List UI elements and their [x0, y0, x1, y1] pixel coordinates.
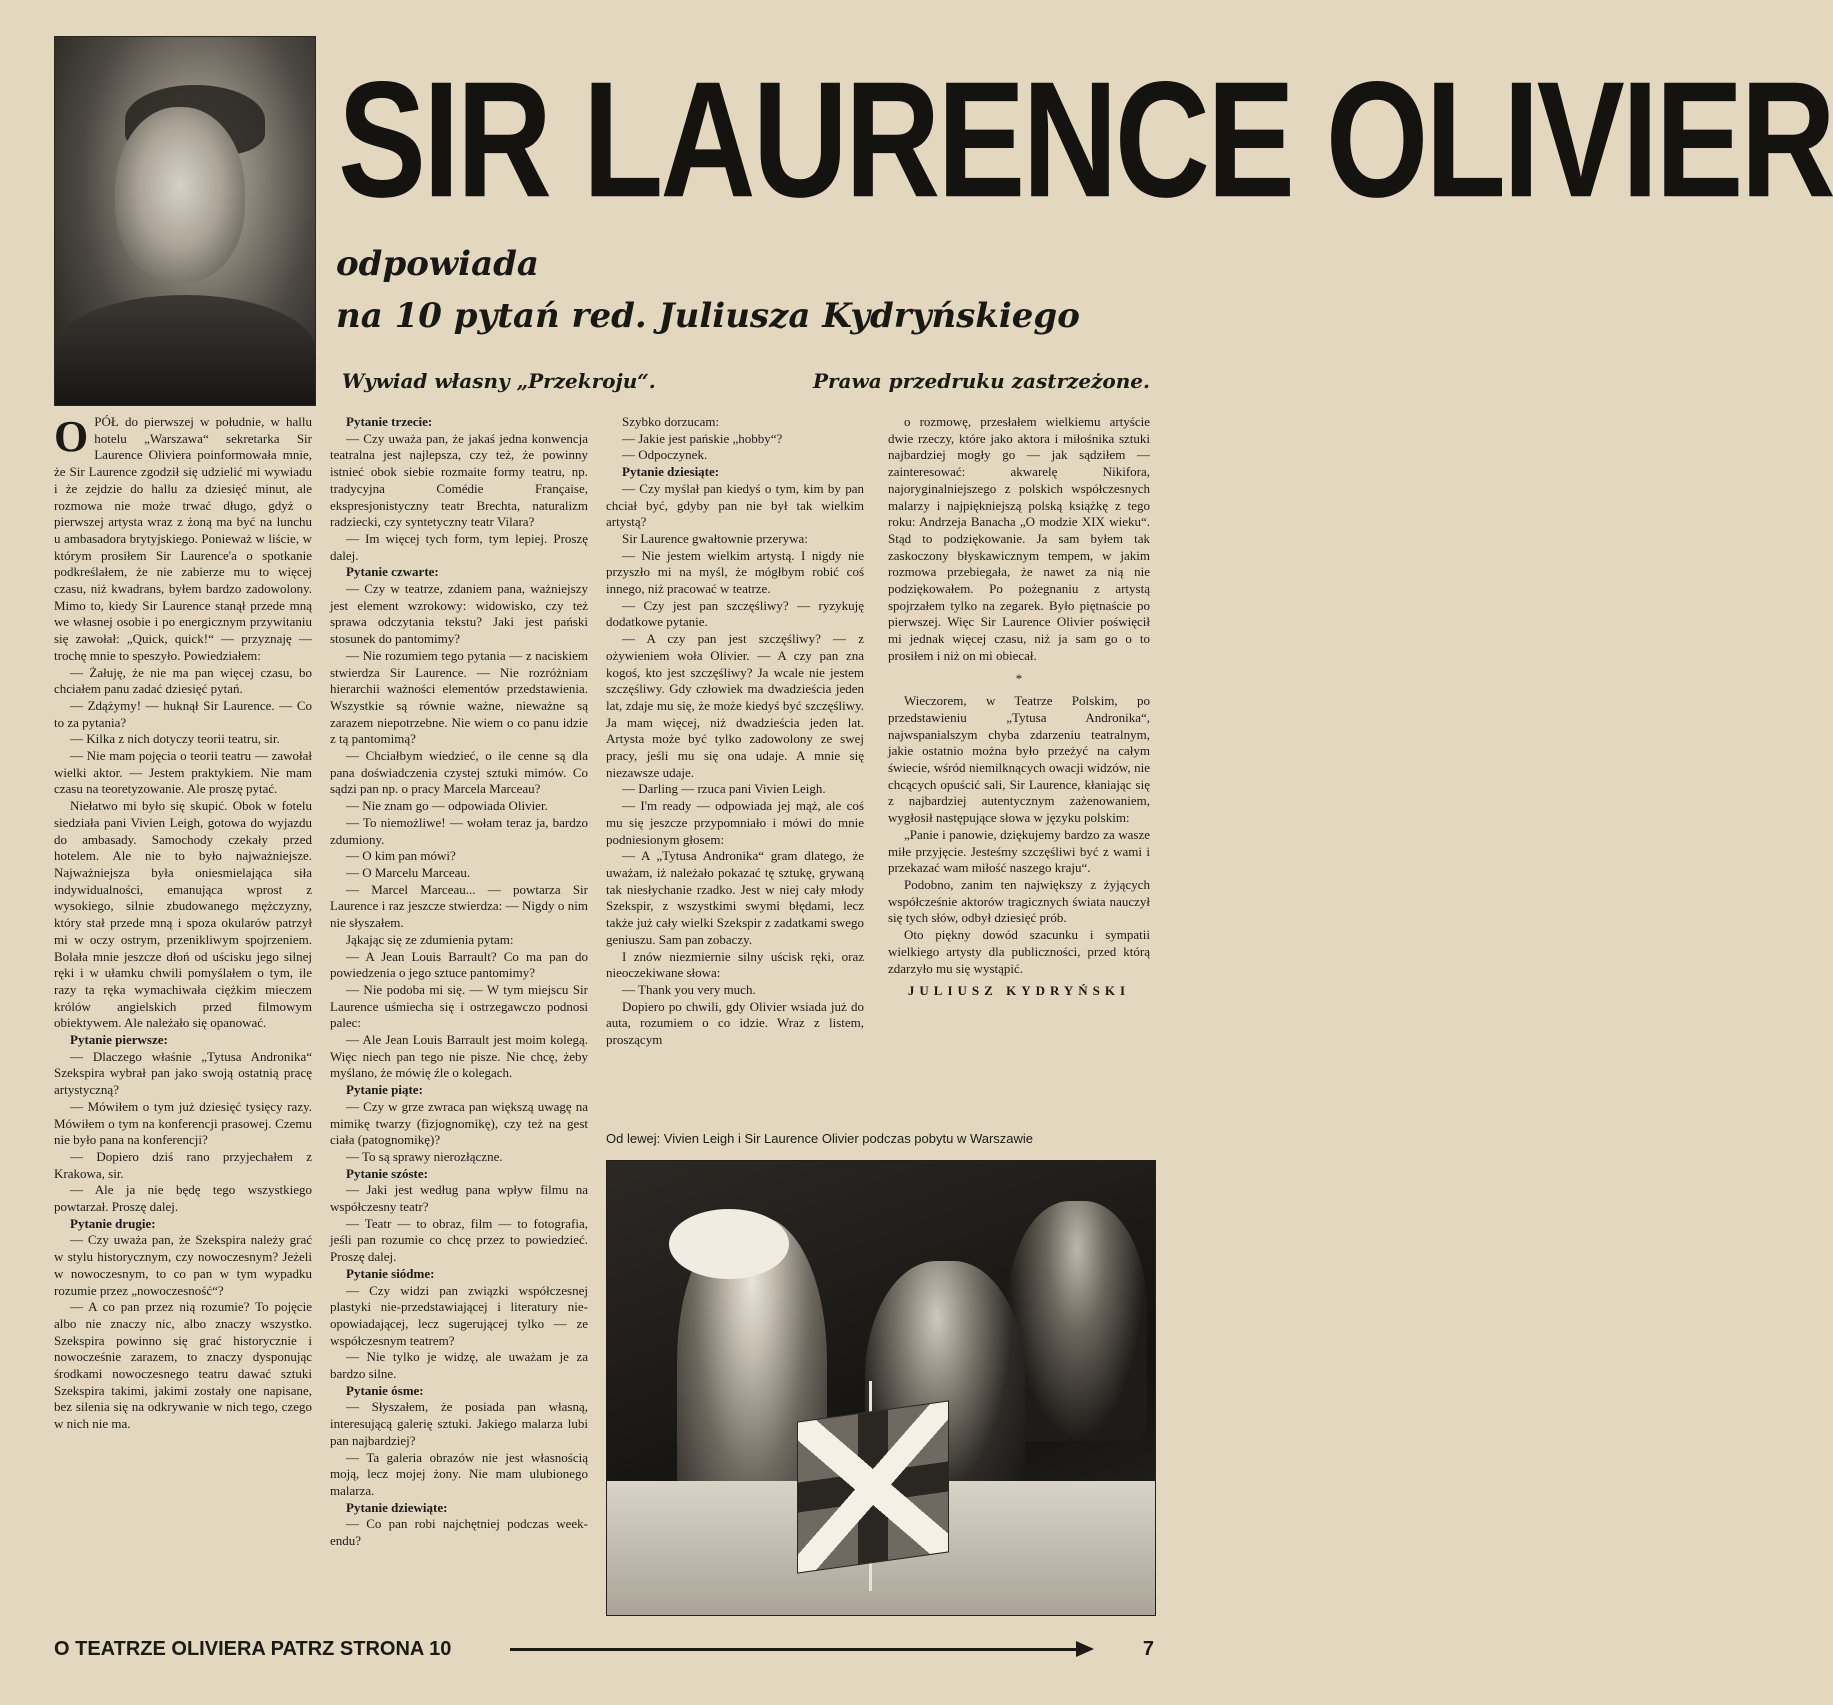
article-paragraph: — Nie znam go — odpowiada Olivier. [346, 798, 548, 814]
headline: SIR LAURENCE OLIVIER [338, 47, 1833, 232]
question-heading: Pytanie ósme: [346, 1382, 424, 1398]
rights-notice: Prawa przedruku zastrzeżone. [812, 369, 1150, 393]
article-paragraph: — O kim pan mówi? [346, 848, 456, 864]
article-paragraph: — Dlaczego właśnie „Tytusa Andronika“ Szekspira wybrał pan jako swoją ostatnią pracę artystyczną? [54, 1048, 312, 1098]
article-column-2 [330, 414, 588, 1550]
article-paragraph: — Mówiłem o tym już dziesięć tysięcy razy. Mówiłem o tym na konferencji prasowej. Czemu nie było pana na konferencji? [54, 1098, 312, 1148]
arrow-right-icon [510, 1648, 1082, 1651]
article-paragraph: — Nie podoba mi się. — W tym miejscu Sir Laurence uśmiecha się i ostrzegawczo podnosi palec: [330, 981, 588, 1031]
article-paragraph: — Żałuję, że nie ma pan więcej czasu, bo chciałem panu zadać dziesięć pytań. [54, 664, 312, 697]
article-paragraph: Podobno, zanim ten największy z żyjących współcześnie aktorów tragicznych świata nauczył się tych słów, odbył dziesięć prób. [888, 876, 1150, 926]
article-column-4 [888, 414, 1150, 1000]
article-paragraph: Oto piękny dowód szacunku i sympatii wielkiego artysty dla publiczności, przed którą zdarzyło mu się wystąpić. [888, 927, 1150, 976]
question-heading: Pytanie piąte: [346, 1082, 423, 1098]
article-paragraph: — A czy pan jest szczęśliwy? — z ożywieniem woła Olivier. — A czy pan zna kogoś, kto jest szczęśliwy? Ja wcale nie jestem szczęśliwy. Gdy człowiek ma dwadzieścia jeden lat, zdaje mu się, że może kiedyś być szczęśliwy. Ja mam więcej, niż dwadzieścia jeden lat. Artysta może być tylko zadowolony ze swej pracy, jeśli mu się ona udaje. A mnie się niezawsze udaje. [606, 631, 864, 780]
article-paragraph: — O Marcelu Marceau. [346, 864, 471, 880]
article-column-1 [54, 414, 312, 1433]
article-paragraph: — Chciałbym wiedzieć, o ile cenne są dla pana doświadczenia czystej sztuki mimów. Co sądzi pan np. o pracy Marcela Marceau? [330, 748, 588, 797]
article-paragraph: — Odpoczynek. [622, 447, 708, 463]
article-paragraph: — Im więcej tych form, tym lepiej. Proszę dalej. [330, 530, 588, 563]
article-paragraph: — Darling — rzuca pani Vivien Leigh. [622, 781, 826, 797]
article-paragraph: — Jaki jest według pana wpływ filmu na współczesny teatr? [330, 1182, 588, 1215]
question-heading: Pytanie siódme: [346, 1265, 435, 1281]
article-paragraph: — Ta galeria obrazów nie jest własnością moją, lecz mojej żony. Nie mam ulubionego malarza. [330, 1449, 588, 1498]
article-paragraph: — Czy uważa pan, że Szekspira należy grać w stylu historycznym, czy nowoczesnym? Jeżeli w nowoczesnym, to co pan w tym wypadku rozumie przez „nowoczesność“? [54, 1232, 312, 1298]
article-paragraph: — I'm ready — odpowiada jej mąż, ale coś mu się jeszcze przypomniało i mówi do mnie podniesionym głosem: [606, 798, 864, 847]
article-paragraph: — Czy jest pan szczęśliwy? — ryzykuję dodatkowe pytanie. [606, 597, 864, 630]
continuation-reference: O TEATRZE OLIVIERA PATRZ STRONA 10 [54, 1638, 452, 1660]
article-paragraph: — A Jean Louis Barrault? Co ma pan do powiedzenia o jego sztuce pantomimy? [330, 948, 588, 981]
article-paragraph: PÓŁ do pierwszej w południe, w hallu hotelu „Warszawa“ sekretarka Sir Laurence Oliviera poinformowała mnie, że Sir Laurence zgodził się udzielić mi wywiadu i że zejdzie do hallu za dziesięć minut, ale rozmowa nie może trwać długo, gdyż o pierwszej artysta wraz z żoną ma być na lunchu u ambasadora brytyjskiego. Ponieważ w liście, w którym prosiłem Sir Laurence'a o spotkanie podkreślałem, że nie zabierze mu to więcej czasu, niż kwadrans, byłem bardzo zadowolony. Mimo to, kiedy Sir Laurence stanął przede mną we własnej osobie i po energicznym przywitaniu się zawołał: „Quick, quick!“ — przyznaję — trochę mnie to speszyło. Powiedziałem: [54, 414, 312, 663]
article-paragraph: — Słyszałem, że posiada pan własną, interesującą galerię sztuki. Jakiego malarza lubi pan najbardziej? [330, 1399, 588, 1448]
article-paragraph: — Nie tylko je widzę, ale uważam je za bardzo silne. [330, 1349, 588, 1382]
article-paragraph: — Nie jestem wielkim artystą. I nigdy nie przyszło mi na myśl, że mógłbym robić coś innego, niż pracować w teatrze. [606, 547, 864, 597]
subheadline [336, 238, 1156, 342]
arrow-head-icon [1076, 1641, 1094, 1657]
article-paragraph: — Dopiero dziś rano przyjechałem z Krakowa, sir. [54, 1148, 312, 1181]
article-paragraph: — To są sprawy nierozłączne. [346, 1148, 503, 1164]
article-paragraph: — Czy widzi pan związki współczesnej plastyki nie-przedstawiającej i literatury nie-opowiadającej, lecz sugerującej tylko — ze współczesnym teatrem? [330, 1282, 588, 1348]
leigh-olivier-photo [606, 1160, 1156, 1616]
article-paragraph: — Czy w grze zwraca pan większą uwagę na mimikę twarzy (fizjognomikę), czy też na gest ciała (patognomikę)? [330, 1098, 588, 1148]
photo-white-hat [669, 1209, 789, 1279]
article-paragraph: — Ale Jean Louis Barrault jest moim kolegą. Więc niech pan tego nie pisze. Nie chcę, żeby myślano, że mówię źle o kolegach. [330, 1032, 588, 1081]
question-heading: Pytanie szóste: [346, 1165, 428, 1181]
interview-credit: Wywiad własny „Przekroju“. [342, 369, 656, 393]
question-heading: Pytanie dziewiąte: [346, 1499, 448, 1515]
portrait-face [115, 107, 245, 282]
drop-cap: O [54, 412, 89, 461]
question-heading: Pytanie drugie: [70, 1215, 156, 1231]
article-paragraph: — Czy myślał pan kiedyś o tym, kim by pan chciał być, gdyby pan nie był tak wielkim artystą? [606, 480, 864, 530]
photo-union-flag [797, 1400, 949, 1573]
question-heading: Pytanie dziesiąte: [622, 464, 720, 480]
photo-figure-background [1007, 1201, 1147, 1441]
photo-caption: Od lewej: Vivien Leigh i Sir Laurence Olivier podczas pobytu w Warszawie [606, 1131, 1034, 1146]
article-paragraph: — Teatr — to obraz, film — to fotografia, jeśli pan rozumie co chcę przez to powiedzieć. Proszę dalej. [330, 1215, 588, 1265]
olivier-portrait-photo [54, 36, 316, 406]
article-paragraph: — Ale ja nie będę tego wszystkiego powtarzał. Proszę dalej. [54, 1182, 312, 1215]
article-paragraph: — Nie mam pojęcia o teorii teatru — zawołał wielki aktor. — Jestem praktykiem. Nie mam czasu na teoretyzowanie. Ale proszę pytać. [54, 748, 312, 797]
article-paragraph: — Nie rozumiem tego pytania — z naciskiem stwierdza Sir Laurence. — Nie rozróżniam hierarchii ważności elementów przedstawienia. Wszystkie są równie ważne, nieważne są zarazem niepotrzebne. Nie wiem o co panu idzie z tą pantomimą? [330, 647, 588, 747]
article-paragraph: — Co pan robi najchętniej podczas week-endu? [330, 1516, 588, 1549]
article-paragraph: — Zdążymy! — huknął Sir Laurence. — Co to za pytania? [54, 697, 312, 730]
article-paragraph: Szybko dorzucam: [622, 414, 720, 429]
portrait-shoulders [55, 295, 315, 405]
article-paragraph: „Panie i panowie, dziękujemy bardzo za wasze miłe przyjęcie. Jesteśmy szczęśliwi być z wami i przekazać wam miłość naszego kraju“. [888, 826, 1150, 876]
subheadline-line-2: na 10 pytań red. Juliusza Kydryńskiego [336, 296, 1080, 336]
article-paragraph: — To niemożliwe! — wołam teraz ja, bardzo zdumiony. [330, 814, 588, 847]
section-divider-star: * [1015, 670, 1023, 686]
article-paragraph: Dopiero po chwili, gdy Olivier wsiada już do auta, rozumiem o co idzie. Wraz z listem, proszącym [606, 998, 864, 1048]
article-column-3 [606, 414, 864, 1049]
question-heading: Pytanie trzecie: [346, 414, 433, 429]
article-paragraph: Jąkając się ze zdumienia pytam: [346, 931, 514, 947]
article-paragraph: Sir Laurence gwałtownie przerywa: [622, 530, 808, 546]
article-paragraph: — Marcel Marceau... — powtarza Sir Laurence i raz jeszcze stwierdza: — Nigdy o nim nie słyszałem. [330, 881, 588, 931]
article-paragraph: — Czy w teatrze, zdaniem pana, ważniejszy jest element wzrokowy: widowisko, czy też sprawa odczytania tekstu? Jaki jest pański stosunek do pantomimy? [330, 581, 588, 647]
article-paragraph: o rozmowę, przesłałem wielkiemu artyście dwie rzeczy, które jako aktora i miłośnika sztuki najbardziej mogły go — jak sądziłem — zainteresować: akwarelę Nikifora, najoryginalniejszego z polskich współczesnych malarzy i najpiękniejszą polską książkę z tego roku: Andrzeja Banacha „O modzie XIX wieku“. Stąd to podziękowanie. Ja sam byłem tak zaskoczony błyskawicznym tempem, w jakim rozmowa przebiegała, że nawet za nią nie podziękowałem. Po pożegnaniu z artystą spojrzałem tylko na zegarek. Było piętnaście po pierwszej. Więc Sir Laurence Olivier poświęcił mi jednak więcej czasu, niż ja sam go o to prosiłem i niż on mi obiecał. [888, 414, 1150, 663]
footer [54, 1634, 1154, 1664]
article-paragraph: — A co pan przez nią rozumie? To pojęcie albo nie znaczy nic, albo znaczy wszystko. Szekspira powinno się grać historycznie i nowocześnie zarazem, to znaczy dysponując środkami nowoczesnego teatru dawać sztuki Szekspira takimi, jakimi zostały one napisane, bez silenia się na odkrywanie w nich tego, czego w nich nie ma. [54, 1299, 312, 1432]
page-number: 7 [1142, 1638, 1154, 1660]
subheadline-line-1: odpowiada [336, 244, 539, 284]
question-heading: Pytanie pierwsze: [70, 1032, 168, 1048]
article-paragraph: Wieczorem, w Teatrze Polskim, po przedstawieniu „Tytusa Andronika“, najwspanialszym chyba zdarzeniu teatralnym, jakie ostatnio można było przeżyć na całym świecie, wśród niemilknących owacji widzów, nie chcących opuścić sali, Sir Laurence, kłaniając się z najbardziej autentycznym zażenowaniem, wygłosił następujące słowa w języku polskim: [888, 693, 1150, 826]
article-paragraph: — Czy uważa pan, że jakaś jedna konwencja teatralna jest najlepsza, czy też, że powinny istnieć obok siebie rozmaite formy teatru, np. tradycyjna Comédie Française, ekspresjonistyczny teatr Brechta, naturalizm radziecki, czy syntetyczny teatr Vilara? [330, 430, 588, 530]
author-signature: JULIUSZ KYDRYŃSKI [907, 983, 1131, 999]
article-paragraph: — Kilka z nich dotyczy teorii teatru, sir. [70, 731, 280, 747]
article-paragraph: Niełatwo mi było się skupić. Obok w fotelu siedziała pani Vivien Leigh, gotowa do wyjazdu do ambasady. Samochody czekały przed hotelem. Ale nie to było najważniejsze. Najważniejsza była oniesmielająca siła indywidualności, emanująca wprost z wysokiego, silnie zbudowanego mężczyzny, który stał przede mną i spoza okularów patrzył mi w oczy ostrym, przenikliwym spojrzeniem. Bolała mnie jeszcze dłoń od uścisku jego silnej ręki i w ułamku chwili pomyślałem o tym, ile razy ta ręka wymachiwała ciężkim mieczem królów angielskich przed filmowym obiektywem. Ale należało się opanować. [54, 798, 312, 1031]
article-paragraph: — Thank you very much. [622, 981, 756, 997]
byline-row [342, 366, 1150, 396]
article-paragraph: I znów niezmiernie silny uścisk ręki, oraz nieoczekiwane słowa: [606, 948, 864, 981]
question-heading: Pytanie czwarte: [346, 564, 439, 580]
article-paragraph: — Jakie jest pańskie „hobby“? [622, 430, 783, 446]
article-paragraph: — A „Tytusa Andronika“ gram dlatego, że uważam, iż należało pokazać tę sztukę, grywaną tak niesłychanie rzadko. Jest w niej cały młody Szekspir, z wszystkimi swymi błędami, lecz także już cały wielki Szekspir z zadatkami swego geniuszu. Sam pan zobaczy. [606, 848, 864, 947]
